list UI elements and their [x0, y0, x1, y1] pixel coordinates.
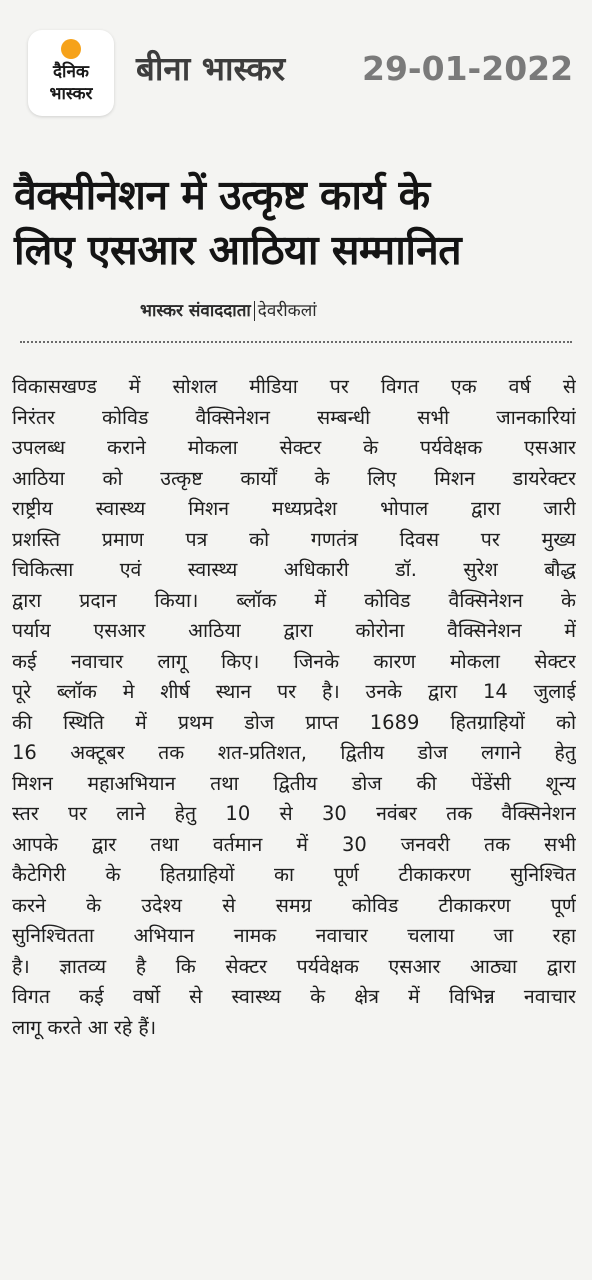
article-line: आपके द्वार तथा वर्तमान में 30 जनवरी तक सभी: [12, 832, 576, 856]
article-line: करने के उदेश्य से समग्र कोविड टीकाकरण पूर्ण: [12, 893, 576, 917]
article-line: विगत कई वर्षो से स्वास्थ्य के क्षेत्र में विभिन्न नवाचार: [12, 985, 576, 1008]
article-line: स्तर पर लाने हेतु 10 से 30 नवंबर तक वैक्सिनेशन: [12, 802, 576, 825]
header: [0, 0, 592, 140]
article-line: आठिया को उत्कृष्ट कार्यों के लिए मिशन डायरेक्टर: [12, 466, 576, 490]
logo-text-line1: दैनिक: [53, 62, 89, 82]
headline-line-1: वैक्सीनेशन में उत्कृष्ट कार्य के: [14, 171, 430, 219]
article-line: 16 अक्टूबर तक शत-प्रतिशत, द्वितीय डोज लगाने हेतु: [12, 741, 576, 764]
article-line: लागू करते आ रहे हैं।: [12, 1015, 157, 1039]
dotted-divider: [20, 341, 572, 343]
article-line: मिशन महाअभियान तथा द्वितीय डोज की पेंडेंसी शून्य: [12, 771, 576, 795]
article-line: की स्थिति में प्रथम डोज प्राप्त 1689 हितग्राहियों को: [12, 710, 576, 734]
article-line: कैटेगिरी के हितग्राहियों का पूर्ण टीकाकरण सुनिश्चित: [12, 863, 576, 886]
dainik-bhaskar-logo: [28, 30, 114, 116]
logo-text-line2: भास्कर: [49, 84, 93, 104]
article-line: निरंतर कोविड वैक्सिनेशन सम्बन्धी सभी जानकारियां: [12, 405, 576, 429]
sun-icon: [61, 39, 81, 59]
edition-name: बीना भास्कर: [136, 49, 286, 88]
article-body: [12, 372, 576, 1043]
article-line: है। ज्ञातव्य है कि सेक्टर पर्यवेक्षक एसआर आठ्या द्वारा: [12, 954, 576, 978]
publication-date: 29-01-2022: [362, 49, 574, 88]
article-line: द्वारा प्रदान किया। ब्लॉक में कोविड वैक्सिनेशन के: [12, 588, 576, 612]
byline: [140, 298, 317, 321]
article-line: पूरे ब्लॉक मे शीर्ष स्थान पर है। उनके द्वारा 14 जुलाई: [12, 680, 576, 703]
article-line: राष्ट्रीय स्वास्थ्य मिशन मध्यप्रदेश भोपाल द्वारा जारी: [12, 497, 576, 520]
byline-separator: [254, 301, 255, 321]
article-line: कई नवाचार लागू किए। जिनके कारण मोकला सेक्टर: [12, 649, 576, 673]
article-line: चिकित्सा एवं स्वास्थ्य अधिकारी डॉ. सुरेश बौद्ध: [12, 558, 576, 581]
article-line: उपलब्ध कराने मोकला सेक्टर के पर्यवेक्षक एसआर: [12, 436, 576, 459]
headline-line-2: लिए एसआर आठिया सम्मानित: [14, 226, 462, 274]
headline: [14, 168, 580, 278]
article-line: पर्याय एसआर आठिया द्वारा कोरोना वैक्सिनेशन में: [12, 619, 576, 642]
byline-place: देवरीकलां: [257, 301, 317, 321]
article-line: विकासखण्ड में सोशल मीडिया पर विगत एक वर्ष से: [12, 375, 576, 398]
article-line: सुनिश्चितता अभियान नामक नवाचार चलाया जा रहा: [12, 924, 576, 947]
byline-reporter: भास्कर संवाददाता: [140, 301, 251, 321]
article-line: प्रशस्ति प्रमाण पत्र को गणतंत्र दिवस पर मुख्य: [12, 527, 576, 551]
